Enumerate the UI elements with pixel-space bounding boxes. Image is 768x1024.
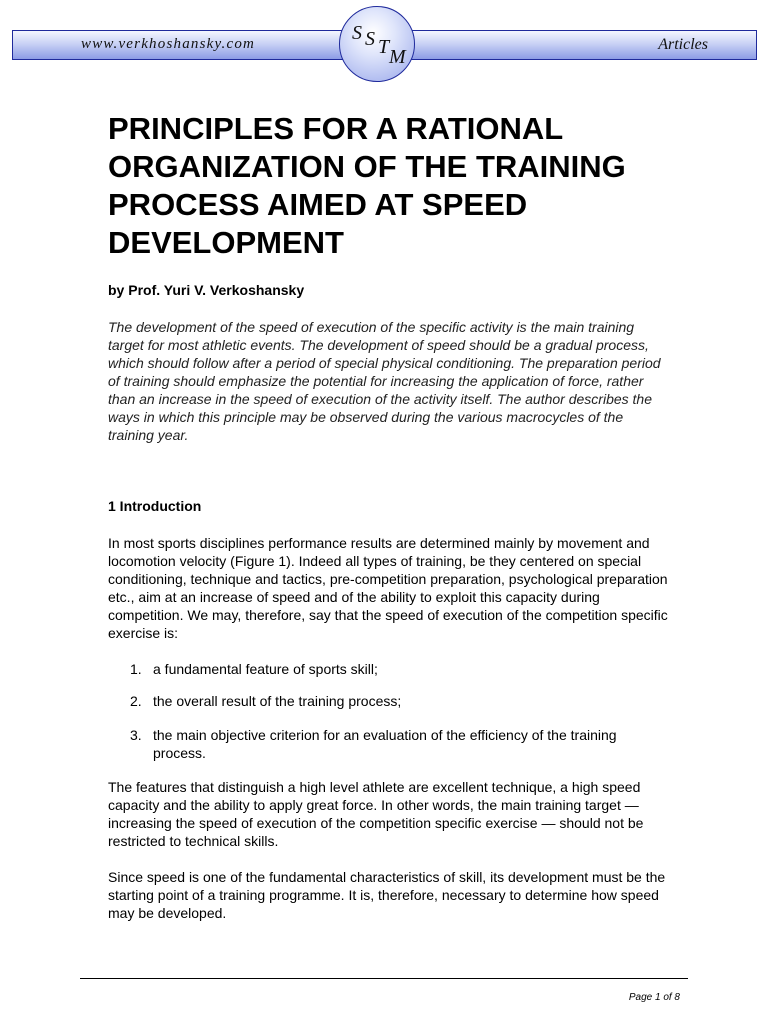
list-item <box>130 726 670 762</box>
list-text: the overall result of the training process; <box>153 693 402 709</box>
article-author: by Prof. Yuri V. Verkoshansky <box>108 282 305 298</box>
logo-letter: S <box>365 28 375 50</box>
list-text: a fundamental feature of sports skill; <box>153 661 378 677</box>
footer-divider <box>80 978 688 979</box>
logo-letter: T <box>378 36 390 58</box>
logo-letter: M <box>389 46 406 68</box>
header-url[interactable]: www.verkhoshansky.com <box>81 36 256 52</box>
list-item <box>130 660 670 678</box>
list-item <box>130 692 670 710</box>
list-number: 3. <box>130 727 142 743</box>
list-text: the main objective criterion for an evaluation of the efficiency of the training process. <box>153 727 617 761</box>
header-section-label: Articles <box>658 36 708 53</box>
article-title: PRINCIPLES FOR A RATIONAL ORGANIZATION OF THE TRAINING PROCESS AIMED AT SPEED DEVELOPMENT <box>108 111 626 260</box>
logo-letter: S <box>352 22 362 44</box>
paragraph: In most sports disciplines performance results are determined mainly by movement and locomotion velocity (Figure 1). Indeed all types of training, be they centered on special conditioning, technique and tactics, pre-competition preparation, psychological preparation etc., aim at an increase of speed and of the ability to exploit this capacity during competition. We may, therefore, say that the speed of execution of the competition specific exercise is: <box>108 535 668 641</box>
paragraph: Since speed is one of the fundamental characteristics of skill, its development must be the starting point of a training programme. It is, therefore, necessary to determine how speed may be developed. <box>108 869 666 921</box>
list-number: 2. <box>130 693 142 709</box>
page-number: Page 1 of 8 <box>628 992 680 1003</box>
article-abstract: The development of the speed of execution of the specific activity is the main training target for most athletic events. The development of speed should be a gradual process, which should follow after a period of special physical conditioning. The preparation period of training should emphasize the potential for increasing the application of force, rather than an increase in the speed of execution of the activity itself. The author describes the ways in which this principle may be observed during the various macrocycles of the training year. <box>108 319 661 443</box>
sstm-logo-icon <box>339 6 415 82</box>
section-heading: 1 Introduction <box>108 498 202 514</box>
list-number: 1. <box>130 661 142 677</box>
paragraph: The features that distinguish a high level athlete are excellent technique, a high speed capacity and the ability to apply great force. In other words, the main training target — increasing the speed of execution of the competition specific exercise — should not be restricted to technical skills. <box>108 779 644 849</box>
